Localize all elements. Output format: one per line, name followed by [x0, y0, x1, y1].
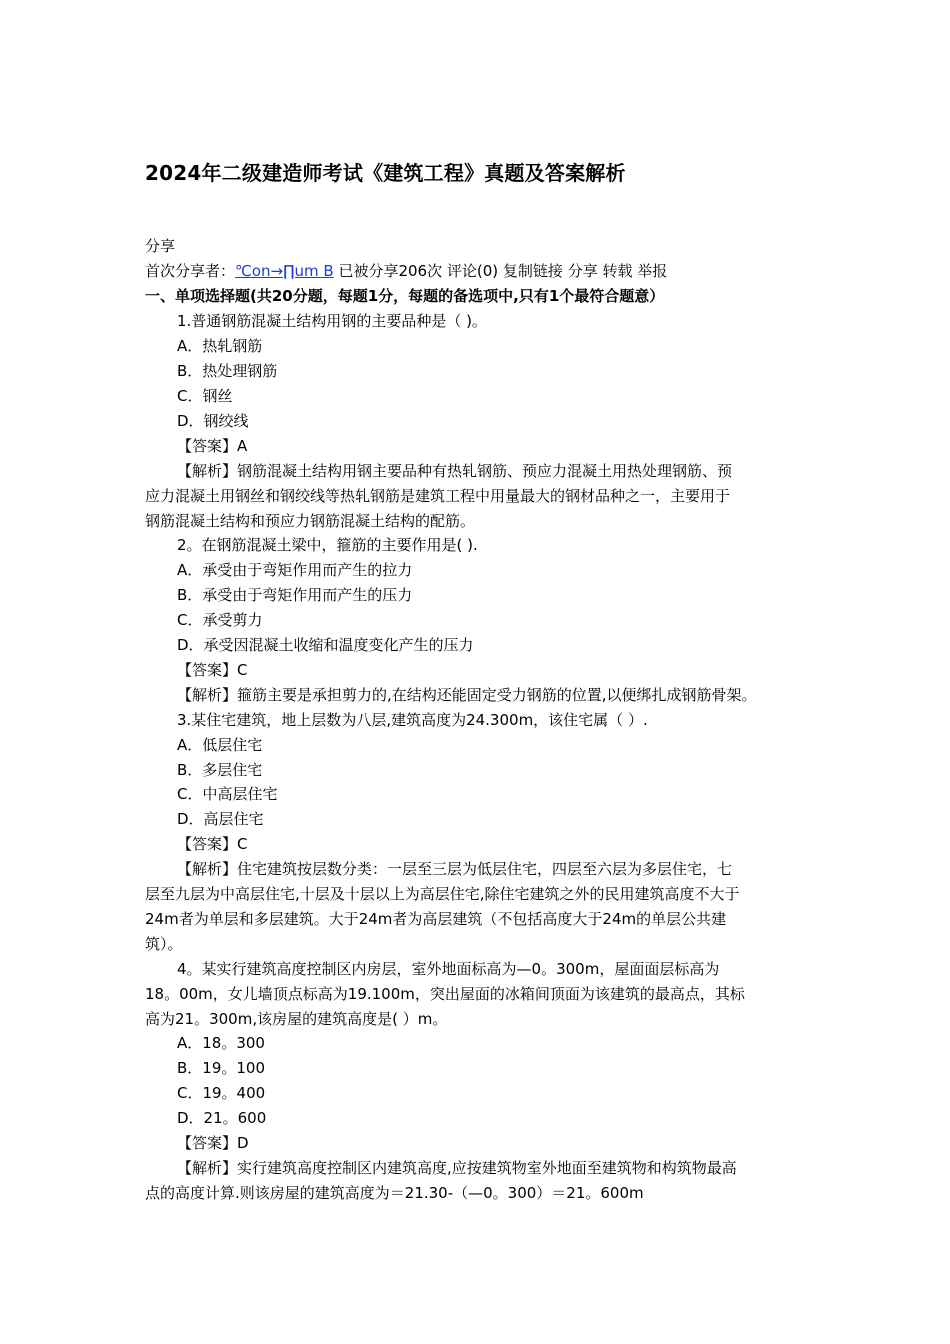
share-button[interactable]: 分享	[567, 262, 598, 280]
question-4-answer: 【答案】D	[177, 1134, 249, 1152]
question-2-option-c: C．承受剪力	[177, 611, 263, 629]
question-4-stem: 高为21。300m,该房屋的建筑高度是( ）m。	[145, 1010, 448, 1028]
question-1-answer: 【答案】A	[177, 437, 248, 455]
question-3-analysis: 【解析】住宅建筑按层数分类：一层至三层为低层住宅，四层至六层为多层住宅，七	[177, 860, 733, 878]
question-3-option-c: C．中高层住宅	[177, 785, 278, 803]
repost-button[interactable]: 转载	[602, 262, 633, 280]
question-4-option-d: D．21。600	[177, 1109, 267, 1127]
question-4-analysis: 【解析】实行建筑高度控制区内建筑高度,应按建筑物室外地面至建筑物和构筑物最高	[177, 1159, 737, 1177]
report-button[interactable]: 举报	[637, 262, 668, 280]
question-4-stem: 18。00m，女儿墙顶点标高为19.100m，突出屋面的冰箱间顶面为该建筑的最高点，其标	[145, 985, 745, 1003]
section-heading: 一、单项选择题(共20分题，每题1分，每题的备选项中,只有1个最符合题意）	[145, 287, 665, 305]
question-3-option-d: D．高层住宅	[177, 810, 264, 828]
question-3-stem: 3.某住宅建筑，地上层数为八层,建筑高度为24.300m，该住宅属（ ）.	[177, 711, 648, 729]
question-2-option-d: D．承受因混凝土收缩和温度变化产生的压力	[177, 636, 474, 654]
shared-count: 已被分享206次	[338, 262, 443, 280]
question-1-option-a: A．热轧钢筋	[177, 337, 263, 355]
comment-link[interactable]: 评论(0)	[446, 262, 499, 280]
copy-link-button[interactable]: 复制链接	[502, 262, 563, 280]
question-4-option-b: B．19。100	[177, 1059, 266, 1077]
question-4-stem: 4。某实行建筑高度控制区内房层，室外地面标高为—0。300m，屋面面层标高为	[177, 960, 720, 978]
question-1-option-c: C．钢丝	[177, 387, 233, 405]
question-1-stem: 1.普通钢筋混凝土结构用钢的主要品种是（ )。	[177, 312, 487, 330]
share-label: 分享	[145, 237, 176, 255]
sharer-name-link[interactable]: ℃on→∏um В	[235, 262, 334, 280]
question-4-option-c: C．19。400	[177, 1084, 266, 1102]
question-3-analysis: 24m者为单层和多层建筑。大于24m者为高层建筑（不包括高度大于24m的单层公共建	[145, 910, 727, 928]
question-2-analysis: 【解析】箍筋主要是承担剪力的,在结构还能固定受力钢筋的位置,以便绑扎成钢筋骨架。	[177, 686, 757, 704]
question-3-analysis: 筑）。	[145, 935, 183, 953]
question-2-option-b: B．承受由于弯矩作用而产生的压力	[177, 586, 413, 604]
question-3-option-a: A．低层住宅	[177, 736, 263, 754]
share-bar	[145, 261, 667, 281]
question-3-option-b: B．多层住宅	[177, 761, 263, 779]
question-4-option-a: A．18。300	[177, 1034, 265, 1052]
question-3-analysis: 层至九层为中高层住宅,十层及十层以上为高层住宅,除住宅建筑之外的民用建筑高度不大于	[145, 885, 740, 903]
question-3-answer: 【答案】C	[177, 835, 248, 853]
question-2-answer: 【答案】C	[177, 661, 248, 679]
first-sharer-label: 首次分享者：	[145, 262, 236, 280]
question-1-analysis: 钢筋混凝土结构和预应力钢筋混凝土结构的配筋。	[145, 512, 476, 530]
document-title: 2024年二级建造师考试《建筑工程》真题及答案解析	[145, 161, 626, 185]
question-1-option-b: B．热处理钢筋	[177, 362, 278, 380]
question-2-option-a: A．承受由于弯矩作用而产生的拉力	[177, 561, 413, 579]
question-1-option-d: D．钢绞线	[177, 412, 249, 430]
question-2-stem: 2。在钢筋混凝土梁中，箍筋的主要作用是( ).	[177, 536, 478, 554]
question-1-analysis: 【解析】钢筋混凝土结构用钢主要品种有热轧钢筋、预应力混凝土用热处理钢筋、预	[177, 462, 733, 480]
question-4-analysis: 点的高度计算.则该房屋的建筑高度为＝21.30-（—0。300）＝21。600m	[145, 1184, 644, 1202]
question-1-analysis: 应力混凝土用钢丝和钢绞线等热轧钢筋是建筑工程中用量最大的钢材品种之一，主要用于	[145, 487, 731, 505]
